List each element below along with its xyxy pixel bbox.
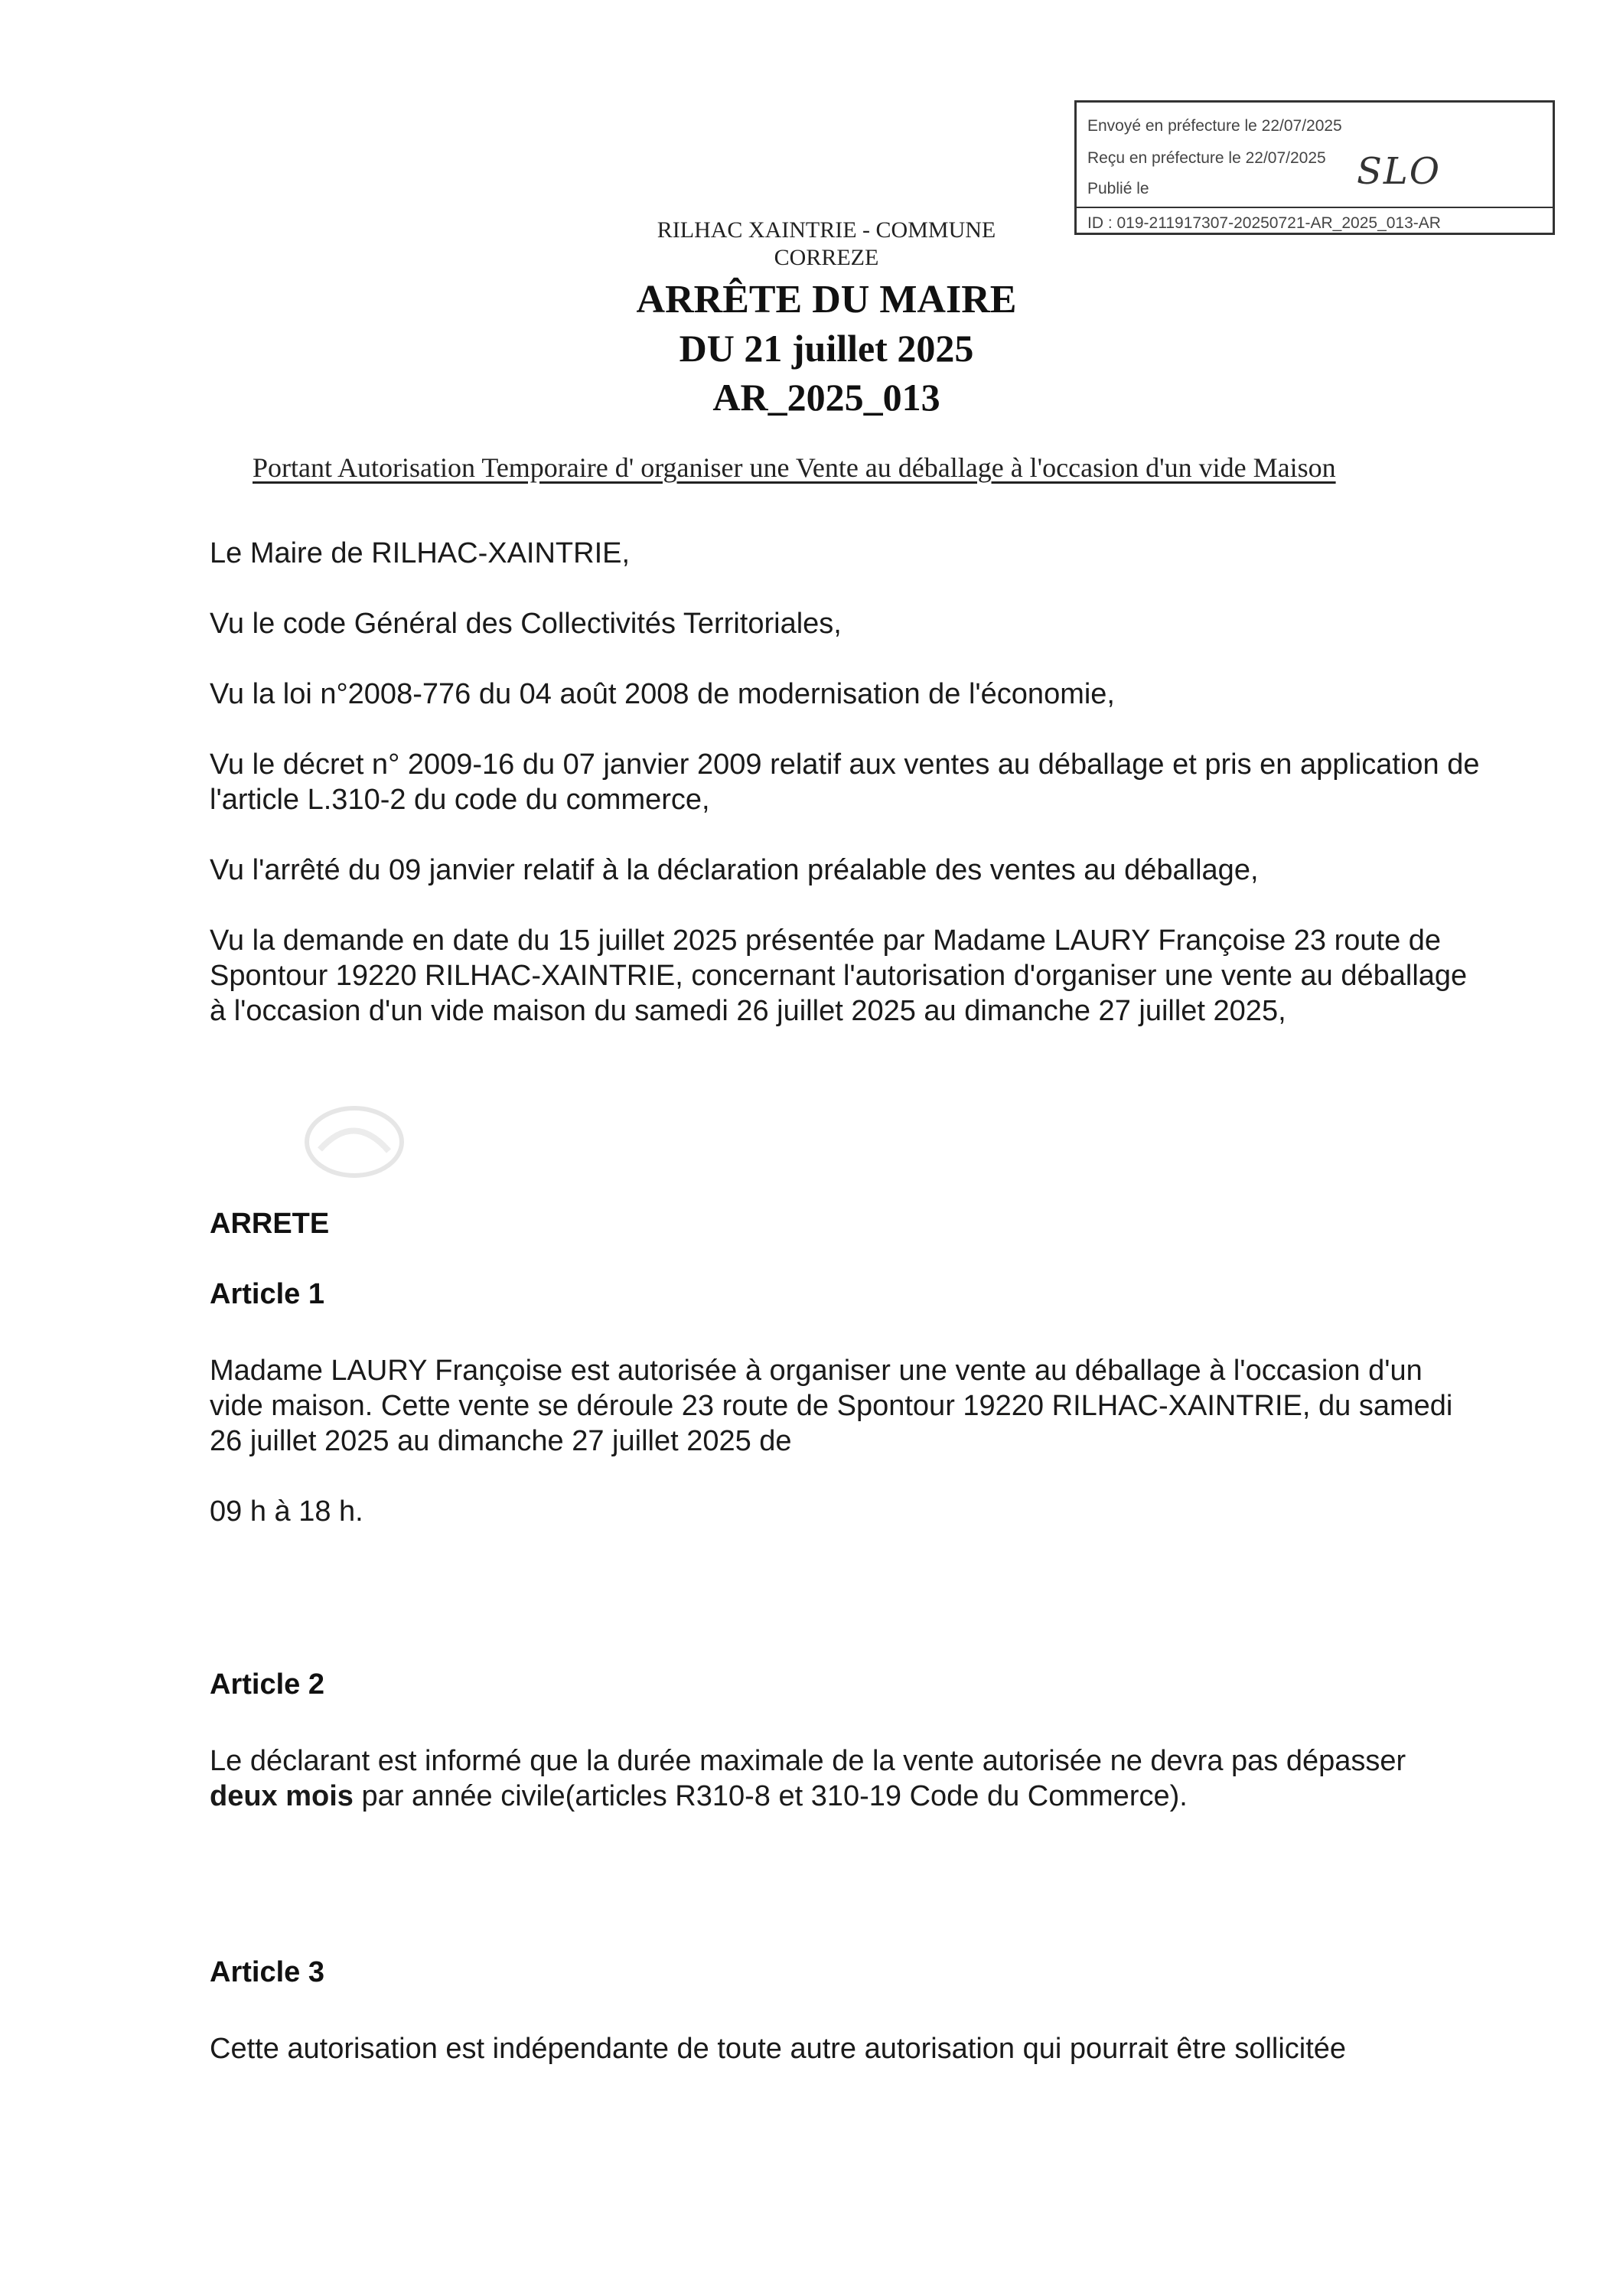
article-2-text-after: par année civile(articles R310-8 et 310-19 Code du Commerce).	[353, 1780, 1188, 1812]
vu-loi: Vu la loi n°2008-776 du 04 août 2008 de modernisation de l'économie,	[210, 678, 1115, 710]
article-2-bold: deux mois	[210, 1780, 354, 1812]
document-reference: AR_2025_013	[712, 376, 940, 419]
article-1-text: Madame LAURY Françoise est autorisée à organiser une vente au déballage à l'occasion d'un vide maison. Cette vente se déroule 23 route de Spontour 19220 RILHAC-XAINTRIE, du samedi 26 juillet 2025 au dimanche 27 juillet 2025 de	[210, 1355, 1453, 1457]
vu-demande: Vu la demande en date du 15 juillet 2025 présentée par Madame LAURY Françoise 23 route de Spontour 19220 RILHAC-XAINTRIE, concernant l'autorisation d'organiser une vente au déballage à l'occasion d'un vide maison du samedi 26 juillet 2025 au dimanche 27 juillet 2025,	[210, 925, 1468, 1027]
document-subject: Portant Autorisation Temporaire d' organiser une Vente au déballage à l'occasion d'un vide Maison	[253, 452, 1336, 483]
article-1-hours: 09 h à 18 h.	[210, 1495, 363, 1528]
document-title: ARRÊTE DU MAIRE	[636, 278, 1017, 321]
stamp-divider	[1077, 207, 1553, 208]
article-2-text	[210, 1743, 1480, 1814]
transmission-stamp	[1074, 100, 1555, 235]
article-3-text: Cette autorisation est indépendante de toute autre autorisation qui pourrait être sollicitée	[210, 2033, 1347, 2065]
vu-decret: Vu le décret n° 2009-16 du 07 janvier 2009 relatif aux ventes au déballage et pris en application de l'article L.310-2 du code du commerce,	[210, 748, 1480, 816]
arrete-heading: ARRETE	[210, 1208, 330, 1240]
vu-arrete: Vu l'arrêté du 09 janvier relatif à la déclaration préalable des ventes au déballage,	[210, 854, 1259, 886]
stamp-id: ID : 019-211917307-20250721-AR_2025_013-AR	[1087, 214, 1441, 232]
article-2-heading: Article 2	[210, 1668, 324, 1701]
document-date: DU 21 juillet 2025	[679, 327, 974, 370]
stamp-sent: Envoyé en préfecture le 22/07/2025	[1087, 117, 1342, 135]
article-3-heading: Article 3	[210, 1956, 324, 1988]
article-2-text-before: Le déclarant est informé que la durée maximale de la vente autorisée ne devra pas dépasser	[210, 1745, 1406, 1777]
commune-name: RILHAC XAINTRIE - COMMUNE	[657, 217, 996, 243]
handwritten-initials: SLO	[1357, 150, 1442, 193]
department-name: CORREZE	[774, 245, 879, 270]
faint-seal-mark	[289, 1096, 419, 1188]
vu-cgct: Vu le code Général des Collectivités Territoriales,	[210, 608, 842, 640]
stamp-received: Reçu en préfecture le 22/07/2025	[1087, 149, 1326, 167]
commune-header	[597, 217, 1056, 272]
intro-line: Le Maire de RILHAC-XAINTRIE,	[210, 537, 631, 569]
stamp-published: Publié le	[1087, 180, 1149, 197]
article-1-heading: Article 1	[210, 1278, 324, 1310]
